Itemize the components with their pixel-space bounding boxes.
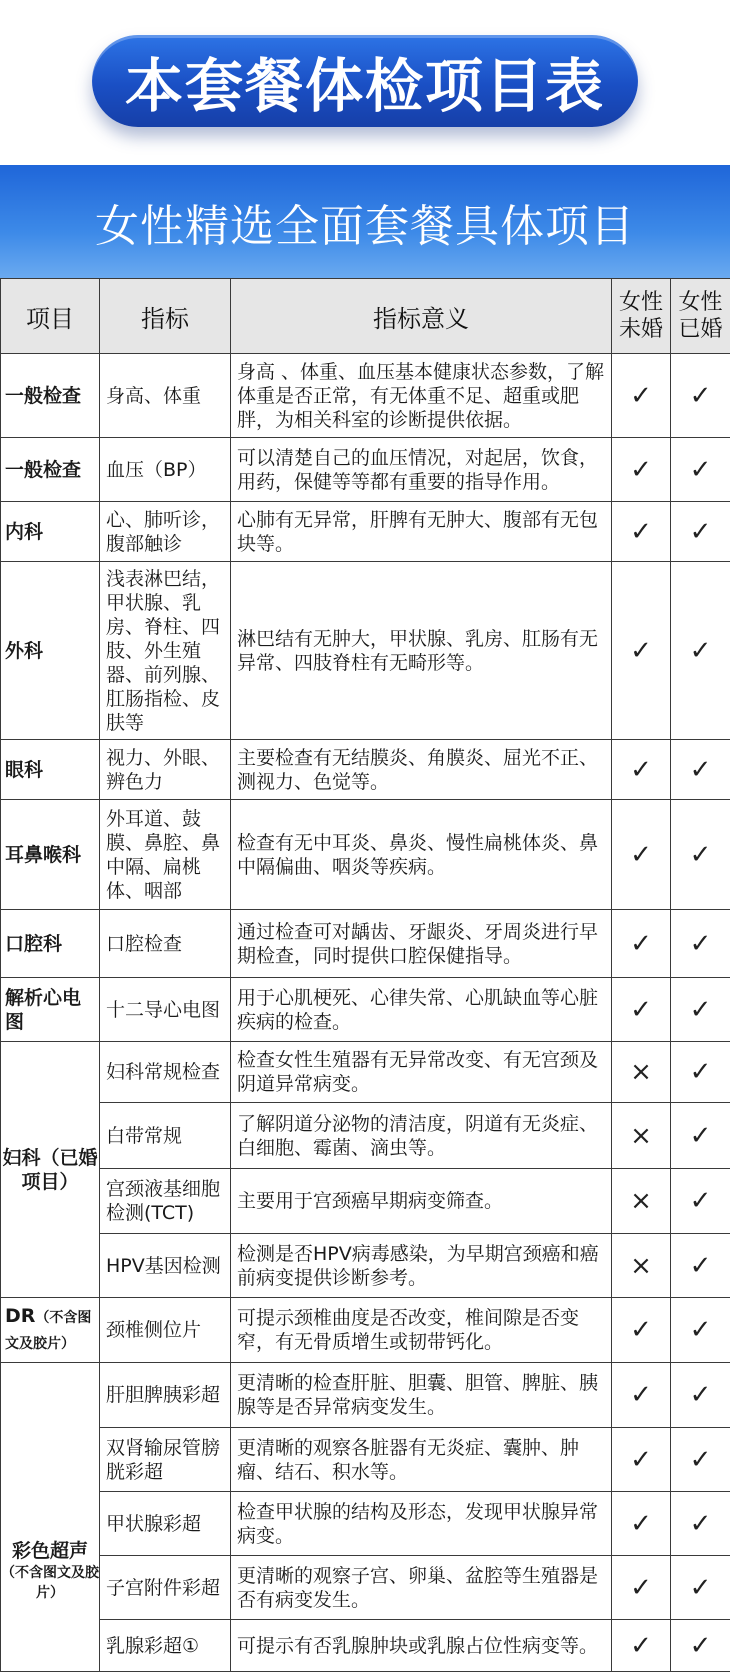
table-row bbox=[1, 740, 730, 800]
gyn-project-cell: 妇科（已婚项目） bbox=[1, 1042, 100, 1298]
project-cell: 内科 bbox=[1, 502, 100, 562]
meaning-cell: 主要检查有无结膜炎、角膜炎、屈光不正、测视力、色觉等。 bbox=[231, 740, 612, 800]
meaning-cell: 更清晰的观察各脏器有无炎症、囊肿、肿瘤、结石、积水等。 bbox=[231, 1428, 612, 1492]
project-cell: 耳鼻喉科 bbox=[1, 800, 100, 910]
indicator-cell: 肝胆脾胰彩超 bbox=[100, 1363, 231, 1428]
unmarried-mark: × bbox=[612, 1169, 671, 1234]
table-row bbox=[1, 1556, 730, 1620]
subtitle-banner bbox=[0, 165, 730, 278]
header-meaning: 指标意义 bbox=[231, 279, 612, 354]
married-mark: ✓ bbox=[671, 740, 730, 800]
header bbox=[0, 0, 730, 165]
header-married: 女性已婚 bbox=[671, 279, 730, 354]
married-mark: ✓ bbox=[671, 1363, 730, 1428]
unmarried-mark: ✓ bbox=[612, 740, 671, 800]
married-mark: ✓ bbox=[671, 438, 730, 502]
unmarried-mark: ✓ bbox=[612, 800, 671, 910]
table-row bbox=[1, 1042, 730, 1103]
header-project: 项目 bbox=[1, 279, 100, 354]
indicator-cell: HPV基因检测 bbox=[100, 1234, 231, 1298]
meaning-cell: 用于心肌梗死、心律失常、心肌缺血等心脏疾病的检查。 bbox=[231, 978, 612, 1042]
married-mark: ✓ bbox=[671, 978, 730, 1042]
unmarried-mark: ✓ bbox=[612, 1620, 671, 1672]
married-mark: ✓ bbox=[671, 910, 730, 978]
us-project-note: （不含图文及胶片） bbox=[1, 1565, 99, 1601]
table-row bbox=[1, 438, 730, 502]
table-row bbox=[1, 502, 730, 562]
us-project-cell bbox=[1, 1363, 100, 1672]
table-row bbox=[1, 978, 730, 1042]
indicator-cell: 浅表淋巴结，甲状腺、乳房、脊柱、四肢、外生殖器、前列腺、肛肠指检、皮肤等 bbox=[100, 562, 231, 740]
indicator-cell: 颈椎侧位片 bbox=[100, 1298, 231, 1363]
meaning-cell: 更清晰的观察子宫、卵巢、盆腔等生殖器是否有病变发生。 bbox=[231, 1556, 612, 1620]
married-mark: ✓ bbox=[671, 562, 730, 740]
indicator-cell: 乳腺彩超① bbox=[100, 1620, 231, 1672]
indicator-cell: 视力、外眼、辨色力 bbox=[100, 740, 231, 800]
meaning-cell: 可提示有否乳腺肿块或乳腺占位性病变等。 bbox=[231, 1620, 612, 1672]
married-mark: ✓ bbox=[671, 1042, 730, 1103]
meaning-cell: 检查有无中耳炎、鼻炎、慢性扁桃体炎、鼻中隔偏曲、咽炎等疾病。 bbox=[231, 800, 612, 910]
indicator-cell: 口腔检查 bbox=[100, 910, 231, 978]
meaning-cell: 通过检查可对龋齿、牙龈炎、牙周炎进行早期检查，同时提供口腔保健指导。 bbox=[231, 910, 612, 978]
unmarried-mark: ✓ bbox=[612, 1492, 671, 1556]
table-row bbox=[1, 562, 730, 740]
meaning-cell: 心肺有无异常，肝脾有无肿大、腹部有无包块等。 bbox=[231, 502, 612, 562]
meaning-cell: 了解阴道分泌物的清洁度，阴道有无炎症、白细胞、霉菌、滴虫等。 bbox=[231, 1103, 612, 1169]
unmarried-mark: ✓ bbox=[612, 1298, 671, 1363]
married-mark: ✓ bbox=[671, 1620, 730, 1672]
header-indicator: 指标 bbox=[100, 279, 231, 354]
table-row bbox=[1, 1428, 730, 1492]
unmarried-mark: × bbox=[612, 1234, 671, 1298]
married-mark: ✓ bbox=[671, 1298, 730, 1363]
table-row bbox=[1, 1492, 730, 1556]
unmarried-mark: ✓ bbox=[612, 502, 671, 562]
table-header-row bbox=[1, 279, 730, 354]
page-title: 本套餐体检项目表 bbox=[124, 52, 605, 120]
unmarried-mark: ✓ bbox=[612, 978, 671, 1042]
indicator-cell: 宫颈液基细胞检测(TCT) bbox=[100, 1169, 231, 1234]
table-row bbox=[1, 1103, 730, 1169]
married-mark: ✓ bbox=[671, 1234, 730, 1298]
unmarried-mark: ✓ bbox=[612, 1556, 671, 1620]
meaning-cell: 可以清楚自己的血压情况，对起居，饮食，用药，保健等等都有重要的指导作用。 bbox=[231, 438, 612, 502]
table-row bbox=[1, 354, 730, 438]
indicator-cell: 双肾输尿管膀胱彩超 bbox=[100, 1428, 231, 1492]
indicator-cell: 妇科常规检查 bbox=[100, 1042, 231, 1103]
meaning-cell: 淋巴结有无肿大，甲状腺、乳房、肛肠有无异常、四肢脊柱有无畸形等。 bbox=[231, 562, 612, 740]
banner-subtitle: 女性精选全面套餐具体项目 bbox=[95, 200, 635, 252]
table-row bbox=[1, 1169, 730, 1234]
unmarried-mark: × bbox=[612, 1103, 671, 1169]
married-mark: ✓ bbox=[671, 1492, 730, 1556]
project-cell: 解析心电图 bbox=[1, 978, 100, 1042]
project-cell: 口腔科 bbox=[1, 910, 100, 978]
unmarried-mark: ✓ bbox=[612, 910, 671, 978]
table-row bbox=[1, 1363, 730, 1428]
dr-project-main: DR bbox=[5, 1305, 36, 1327]
indicator-cell: 十二导心电图 bbox=[100, 978, 231, 1042]
project-cell: 一般检查 bbox=[1, 438, 100, 502]
unmarried-mark: ✓ bbox=[612, 562, 671, 740]
table-row bbox=[1, 910, 730, 978]
table-row bbox=[1, 800, 730, 910]
married-mark: ✓ bbox=[671, 1428, 730, 1492]
project-cell: 一般检查 bbox=[1, 354, 100, 438]
married-mark: ✓ bbox=[671, 1556, 730, 1620]
exam-items-table bbox=[0, 278, 730, 1672]
meaning-cell: 检测是否HPV病毒感染，为早期宫颈癌和癌前病变提供诊断参考。 bbox=[231, 1234, 612, 1298]
indicator-cell: 外耳道、鼓膜、鼻腔、鼻中隔、扁桃体、咽部 bbox=[100, 800, 231, 910]
married-mark: ✓ bbox=[671, 800, 730, 910]
indicator-cell: 心、肺听诊，腹部触诊 bbox=[100, 502, 231, 562]
indicator-cell: 子宫附件彩超 bbox=[100, 1556, 231, 1620]
married-mark: ✓ bbox=[671, 354, 730, 438]
table-row bbox=[1, 1234, 730, 1298]
us-project-main: 彩色超声 bbox=[11, 1540, 88, 1562]
unmarried-mark: ✓ bbox=[612, 1428, 671, 1492]
unmarried-mark: ✓ bbox=[612, 1363, 671, 1428]
dr-project-cell bbox=[1, 1298, 100, 1363]
header-unmarried: 女性未婚 bbox=[612, 279, 671, 354]
meaning-cell: 主要用于宫颈癌早期病变筛查。 bbox=[231, 1169, 612, 1234]
meaning-cell: 更清晰的检查肝脏、胆囊、胆管、脾脏、胰腺等是否异常病变发生。 bbox=[231, 1363, 612, 1428]
indicator-cell: 血压（BP） bbox=[100, 438, 231, 502]
dr-project-note: （不含图文及胶片） bbox=[5, 1310, 92, 1352]
title-pill bbox=[92, 35, 638, 127]
married-mark: ✓ bbox=[671, 502, 730, 562]
married-mark: ✓ bbox=[671, 1169, 730, 1234]
unmarried-mark: ✓ bbox=[612, 354, 671, 438]
table-row bbox=[1, 1620, 730, 1672]
project-cell: 眼科 bbox=[1, 740, 100, 800]
indicator-cell: 白带常规 bbox=[100, 1103, 231, 1169]
project-cell: 外科 bbox=[1, 562, 100, 740]
meaning-cell: 检查女性生殖器有无异常改变、有无宫颈及阴道异常病变。 bbox=[231, 1042, 612, 1103]
unmarried-mark: × bbox=[612, 1042, 671, 1103]
meaning-cell: 检查甲状腺的结构及形态，发现甲状腺异常病变。 bbox=[231, 1492, 612, 1556]
unmarried-mark: ✓ bbox=[612, 438, 671, 502]
meaning-cell: 可提示颈椎曲度是否改变，椎间隙是否变窄，有无骨质增生或韧带钙化。 bbox=[231, 1298, 612, 1363]
table-row bbox=[1, 1298, 730, 1363]
meaning-cell: 身高 、体重、血压基本健康状态参数，了解体重是否正常，有无体重不足、超重或肥胖，为相关科室的诊断提供依据。 bbox=[231, 354, 612, 438]
married-mark: ✓ bbox=[671, 1103, 730, 1169]
indicator-cell: 身高、体重 bbox=[100, 354, 231, 438]
indicator-cell: 甲状腺彩超 bbox=[100, 1492, 231, 1556]
